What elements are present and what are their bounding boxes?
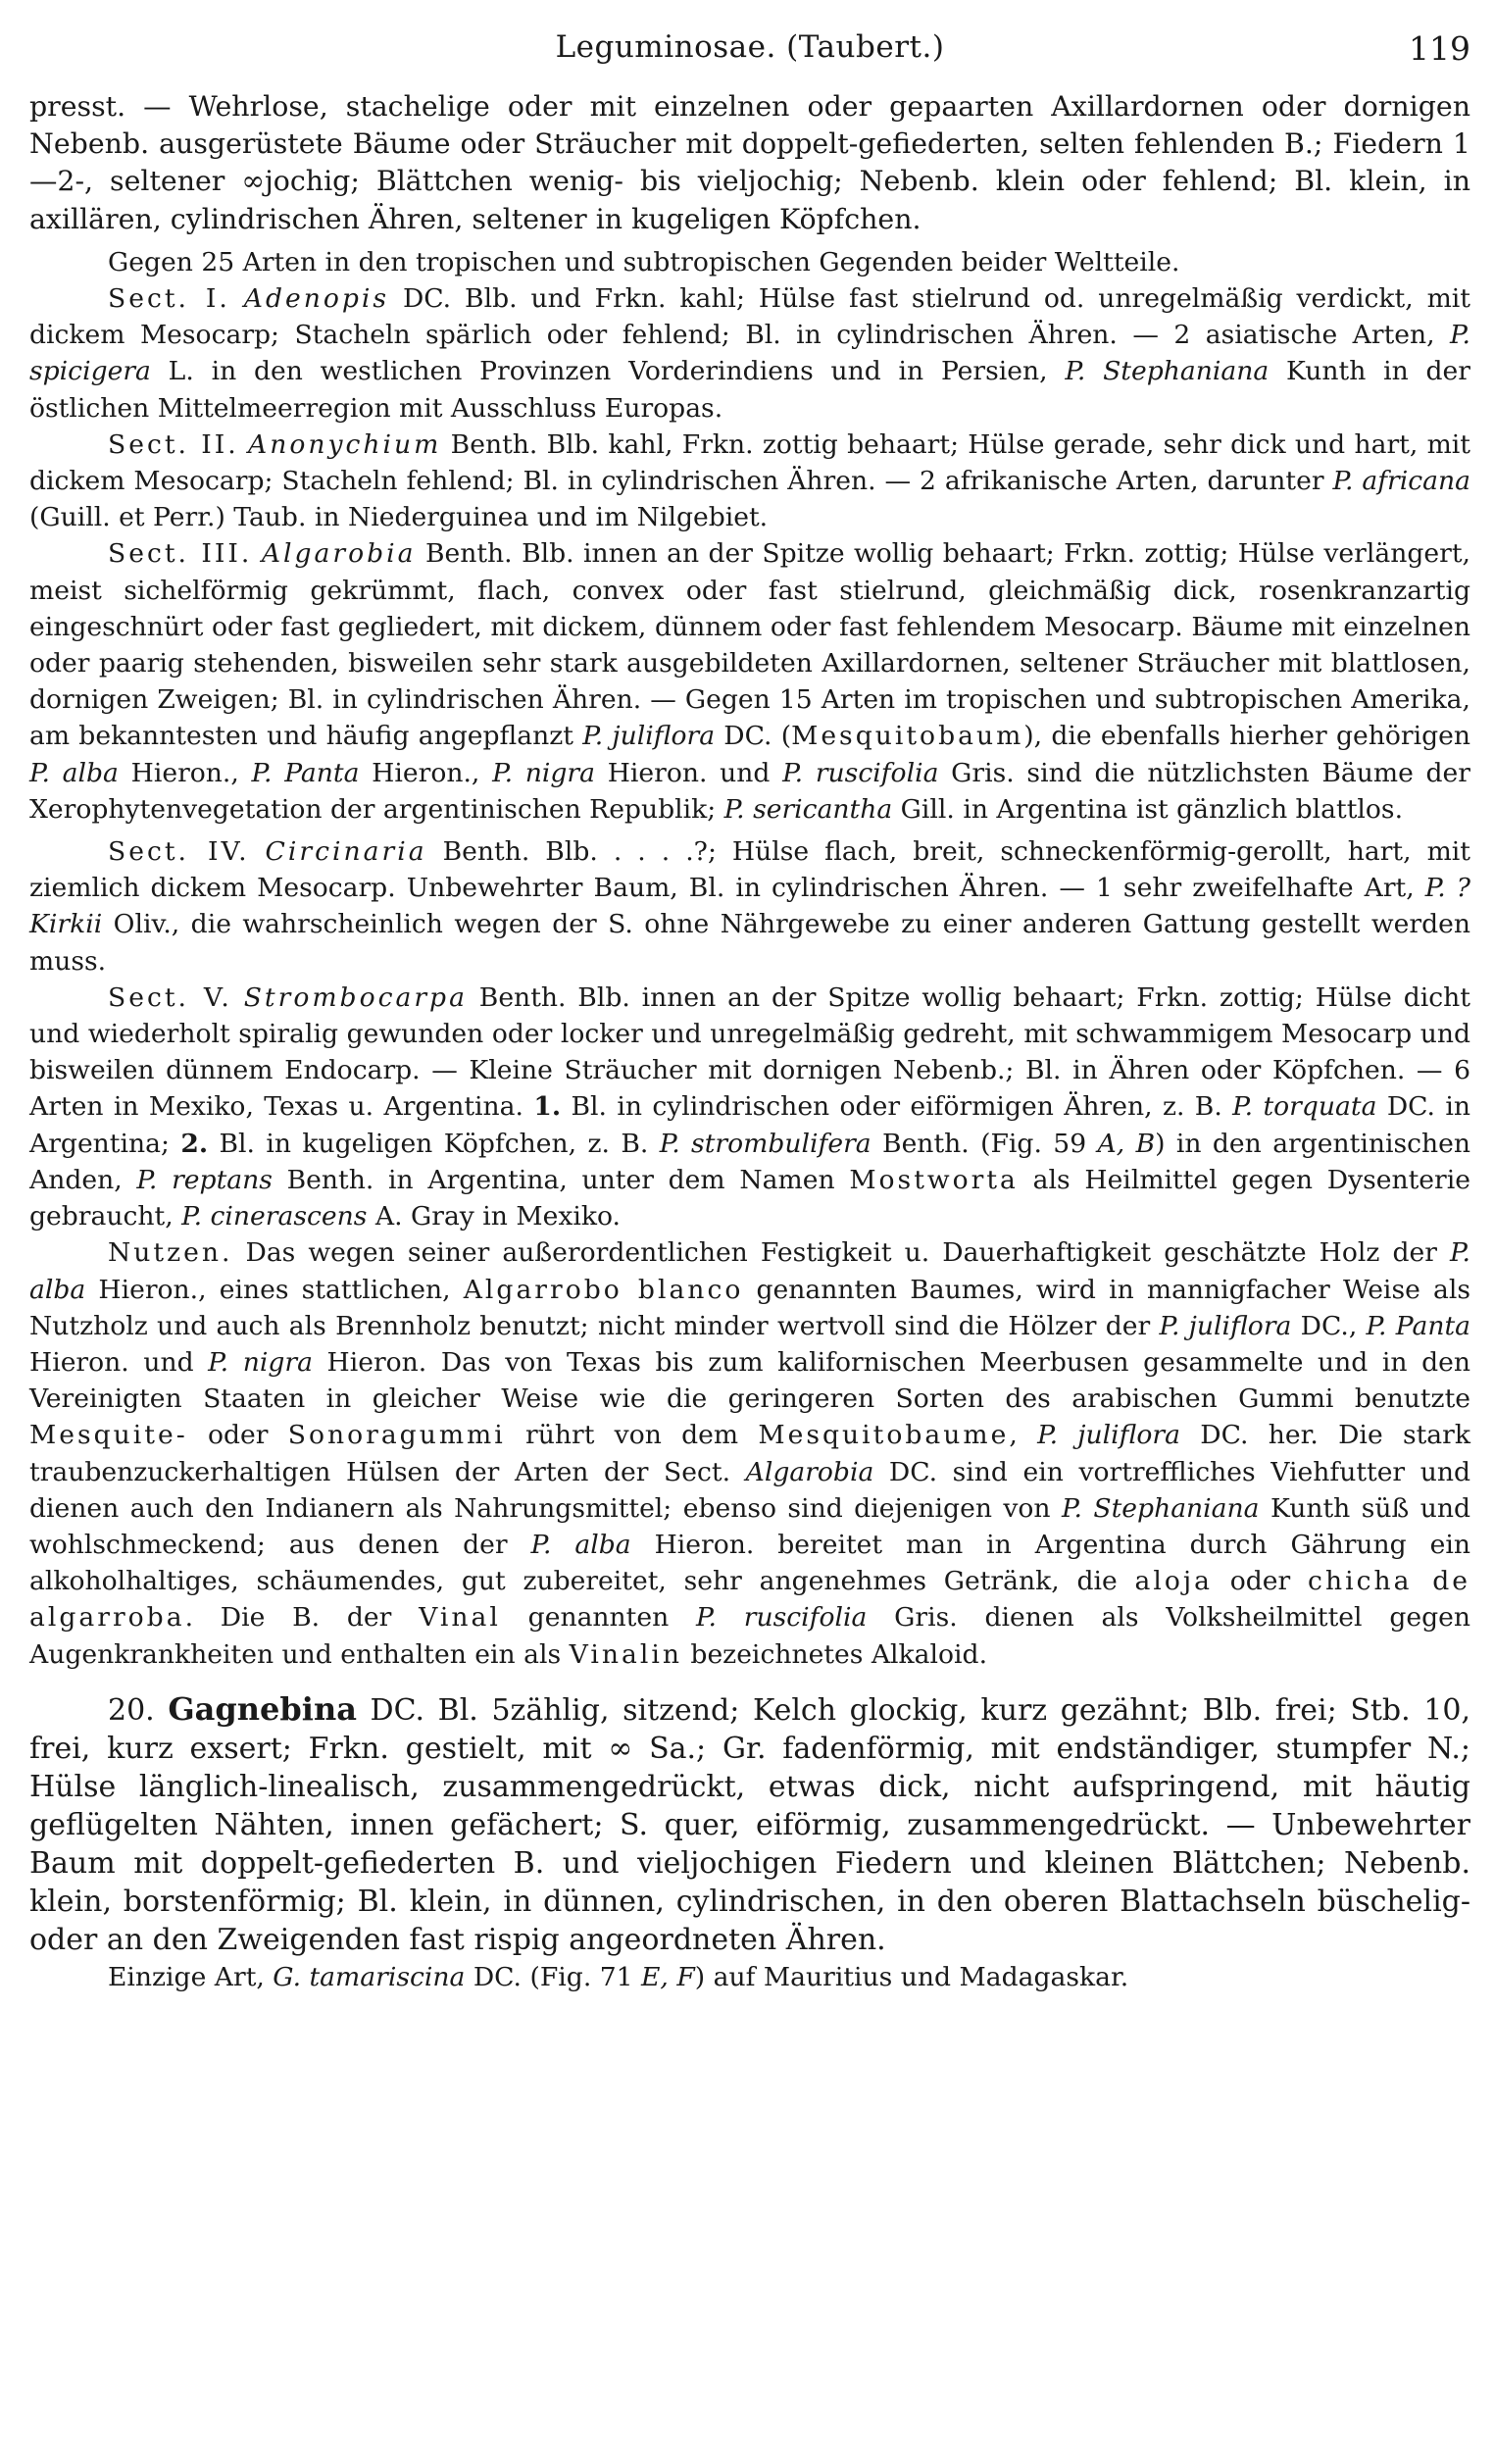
genus-20-species-paragraph — [29, 1959, 1470, 1996]
common-name: Vinalin — [569, 1638, 682, 1670]
section-text: Bl. in kugeligen Köpfchen, z. B. — [208, 1128, 660, 1159]
section-text: DC. her. Die stark traubenzuckerhaltigen Hülsen der Arten der Sect. — [29, 1420, 1470, 1487]
section-text: Gris. sind die nützlichsten Bäume der Xerophytenvegetation der argentinischen Republik; — [29, 757, 1470, 825]
common-name: Sonoragummi — [287, 1420, 506, 1451]
section-text: rührt von dem — [505, 1420, 759, 1451]
section-label: Sect. IV. — [108, 836, 250, 868]
species-name: P. sericantha — [723, 793, 893, 825]
section-text: Hieron. und — [594, 757, 783, 788]
common-name: chicha de algarroba — [29, 1566, 1470, 1634]
section-text: Bl. in cylindrischen oder eiförmigen Ähren, z. B. — [561, 1091, 1233, 1123]
section-text: Hieron., — [118, 757, 252, 788]
genus-text: Einzige Art, — [108, 1961, 274, 1992]
section-name: Algarobia — [261, 538, 417, 570]
section-text: L. in den westlichen Provinzen Vorderindiens und in Persien, — [150, 356, 1066, 387]
section-text: DC., — [1291, 1310, 1367, 1341]
section-text: Benth. Blb. innen an der Spitze wollig behaart; Frkn. zottig; Hülse verlängert, meist sichelförmig gekrümmt, flach, convex oder fast stielrund, gleichmäßig dick, rosenkranzartig eingeschnürt oder fast gegliedert, mit dickem, dünnem oder fast fehlendem Mesocarp. Bäume mit einzelnen oder paarig stehenden, bisweilen sehr stark ausgebildeten Axillardornen, seltener Sträucher mit blattlosen, dornigen Zweigen; Bl. in cylindrischen Ähren. — Gegen 15 Arten im tropischen und subtropischen Amerika, am bekanntesten und häufig angepflanzt — [29, 538, 1470, 752]
section-text: genannten Baumes, wird in mannigfacher Weise als Nutzholz und auch als Brennholz benutzt; nicht minder wertvoll sind die Hölzer der — [29, 1274, 1470, 1341]
genus-20-block — [29, 1690, 1470, 1959]
species-name: P. Panta — [1366, 1310, 1470, 1341]
section-name: Circinaria — [265, 836, 427, 868]
common-name: Algarrobo blanco — [463, 1274, 744, 1305]
section-text: DC. Blb. und Frkn. kahl; Hülse fast stielrund od. unregelmäßig verdickt, mit dickem Mesocarp; Stacheln spärlich oder fehlend; Bl. in cylindrischen Ähren. — 2 asiatische Arten, — [29, 283, 1470, 351]
section-text: Hieron., — [359, 757, 493, 788]
section-text: Hieron. und — [29, 1346, 209, 1378]
genus-text: DC. (Fig. 71 — [465, 1961, 642, 1992]
genus-20-species-block — [29, 1959, 1470, 1996]
page — [29, 29, 1470, 1996]
page-number: 119 — [1409, 29, 1470, 68]
section-text: Benth. Blb. . . . .?; Hülse flach, breit, schneckenförmig-gerollt, hart, mit ziemlich dickem Mesocarp. Unbewehrter Baum, Bl. in cylindrischen Ähren. — 1 sehr zweifelhafte Art, — [29, 836, 1470, 904]
genus-number: 20. — [108, 1692, 155, 1728]
section-label: Sect. V. — [108, 981, 232, 1013]
genus-text: DC. Bl. 5zählig, sitzend; Kelch glockig, kurz gezähnt; Blb. frei; Stb. 10, frei, kurz exsert; Frkn. gestielt, mit ∞ Sa.; Gr. fadenförmig, mit endständiger, stumpfer N.; Hülse länglich-linealisch, zusammengedrückt, etwas dick, nicht aufspringend, mit häutig geflügelten Nähten, innen gefächert; S. quer, eiförmig, zusammengedrückt. — Unbewehrter Baum mit doppelt-gefiederten B. und vieljochigen Fiedern und kleinen Blättchen; Nebenb. klein, borstenförmig; Bl. klein, in dünnen, cylindrischen, in den oberen Blattachseln büschelig- oder an den Zweigenden fast rispig angeordneten Ähren. — [29, 1692, 1470, 1957]
section-text: oder — [187, 1420, 288, 1451]
species-name: P. Stephaniana — [1062, 1492, 1260, 1524]
nutzen-label: Nutzen. — [108, 1237, 233, 1269]
section-text: Hieron. Das von Texas bis zum kalifornischen Meerbusen gesammelte und in den Vereinigten Staaten in gleicher Weise wie die geringeren Sorten des arabischen Gummi benutzte — [29, 1346, 1470, 1415]
section-text: Kunth in der östlichen Mittelmeerregion mit Ausschluss Europas. — [29, 356, 1470, 424]
section-text: Benth. Blb. kahl, Frkn. zottig behaart; Hülse gerade, sehr dick und hart, mit dickem Mesocarp; Stacheln fehlend; Bl. in cylindrischen Ähren. — 2 afrikanische Arten, darunter — [29, 428, 1470, 497]
section-label: Sect. III. — [108, 538, 253, 570]
list-number: 2. — [180, 1128, 209, 1159]
intro-block — [29, 88, 1470, 238]
section-name: Anonychium — [248, 428, 442, 460]
section-text: oder — [1213, 1566, 1309, 1597]
section-text: A. Gray in Mexiko. — [367, 1201, 621, 1232]
section-text: (Guill. et Perr.) Taub. in Niederguinea und im Nilgebiet. — [29, 502, 769, 533]
species-name: P. Panta — [251, 757, 360, 788]
common-name: Mostworta — [849, 1164, 1019, 1195]
section-text: DC. sind ein vortreffliches Viehfutter und dienen auch den Indianern als Nahrungsmittel; ebenso sind diejenigen von — [29, 1456, 1470, 1524]
section-name: Algarobia — [745, 1456, 874, 1487]
nutzen-paragraph — [29, 1234, 1470, 1672]
common-name: Mesquitobaum — [791, 721, 1024, 752]
section-text: Benth. (Fig. 59 — [871, 1128, 1098, 1159]
species-name: P. spicigera — [29, 320, 1470, 387]
species-name: P. juliflora — [1159, 1310, 1292, 1341]
section-text: Hieron. bereitet man in Argentina durch Gährung ein alkoholhaltiges, schäumendes, gut zubereitet, sehr angenehmes Getränk, die — [29, 1529, 1470, 1597]
section-name: Strombocarpa — [243, 981, 468, 1013]
species-name: P. ? Kirkii — [29, 873, 1470, 940]
sections-block — [29, 244, 1470, 1673]
section-label: Sect. II. — [108, 428, 239, 460]
section-text: DC. ( — [715, 721, 792, 752]
species-name: P. juliflora — [582, 721, 716, 752]
section-text: Hieron., eines stattlichen, — [85, 1274, 464, 1305]
species-name: P. juliflora — [1037, 1420, 1180, 1451]
species-name: P. nigra — [492, 757, 595, 788]
section-text: Gris. dienen als Volksheilmittel gegen Augenkrankheiten und enthalten ein als — [29, 1602, 1470, 1670]
species-name: P. alba — [29, 1237, 1470, 1305]
intro-paragraph: presst. — Wehrlose, stachelige oder mit einzelnen oder gepaarten Axillardornen oder dornigen Nebenb. ausgerüstete Bäume oder Sträucher mit doppelt-gefiederten, selten fehlenden B.; Fiedern 1—2-, seltener ∞jochig; Blättchen wenig- bis vieljochig; Nebenb. klein oder fehlend; Bl. klein, in axillären, cylindrischen Ähren, seltener in kugeligen Köpfchen. — [29, 90, 1470, 235]
species-name: P. cinerascens — [181, 1201, 368, 1232]
species-name: P. reptans — [136, 1164, 273, 1195]
section-text: Gill. in Argentina ist gänzlich blattlos. — [892, 793, 1404, 825]
common-name: aloja — [1134, 1566, 1213, 1597]
species-name: P. torquata — [1232, 1091, 1377, 1123]
section-text: , — [1009, 1420, 1038, 1451]
section-text: DC. in Argentina; — [29, 1091, 1471, 1159]
section-text: Kunth süß und wohlschmeckend; aus denen der — [29, 1492, 1471, 1560]
section-text: ), die ebenfalls hierher gehörigen — [1023, 721, 1470, 752]
section-text: als Heilmittel gegen Dysenterie gebraucht, — [29, 1164, 1471, 1232]
species-name: P. ruscifolia — [782, 757, 939, 788]
section-name: Adenopis — [243, 283, 390, 315]
species-name: P. Stephaniana — [1065, 356, 1270, 387]
species-name: P. nigra — [208, 1346, 313, 1378]
species-count-paragraph: Gegen 25 Arten in den tropischen und subtropischen Gegenden beider Weltteile. — [108, 246, 1180, 277]
genus-20-paragraph — [29, 1690, 1470, 1959]
section-2-paragraph — [29, 427, 1470, 536]
section-text: ) in den argentinischen Anden, — [29, 1128, 1471, 1195]
list-number: 1. — [533, 1091, 562, 1123]
species-name: P. alba — [530, 1529, 631, 1560]
genus-name: Gagnebina — [168, 1689, 357, 1728]
section-text: Das wegen seiner außerordentlichen Festigkeit u. Dauerhaftigkeit geschätzte Holz der — [232, 1237, 1451, 1269]
section-5-paragraph — [29, 980, 1470, 1234]
species-name: P. africana — [1332, 466, 1470, 497]
running-title: Leguminosae. (Taubert.) — [555, 29, 945, 65]
section-text: genannten — [500, 1602, 697, 1634]
section-text: Oliv., die wahrscheinlich wegen der S. ohne Nährgewebe zu einer anderen Gattung gestellt werden muss. — [29, 909, 1470, 977]
species-name: P. strombulifera — [659, 1128, 872, 1159]
genus-text: ) auf Mauritius und Madagaskar. — [694, 1961, 1129, 1992]
section-text: bezeichnetes Alkaloid. — [681, 1638, 988, 1670]
section-text: Benth. in Argentina, unter dem Namen — [272, 1164, 850, 1195]
figure-reference: E, F — [641, 1961, 695, 1992]
section-4-paragraph — [29, 833, 1470, 980]
species-name: P. ruscifolia — [696, 1602, 868, 1634]
section-text: Benth. Blb. innen an der Spitze wollig behaart; Frkn. zottig; Hülse dicht und wiederholt spiralig gewunden oder locker und unregelmäßig gedreht, mit schwammigem Mesocarp und bisweilen dünnem Endocarp. — Kleine Sträucher mit dornigen Nebenb.; Bl. in Ähren oder Köpfchen. — 6 Arten in Mexiko, Texas u. Argentina. — [29, 981, 1470, 1123]
section-3-paragraph — [29, 535, 1470, 828]
section-label: Sect. I. — [108, 283, 230, 315]
page-header — [29, 29, 1470, 88]
common-name: Mesquite- — [29, 1420, 188, 1451]
species-name: G. tamariscina — [273, 1961, 466, 1992]
section-text: . Die B. der — [184, 1602, 420, 1634]
figure-reference: A, B — [1097, 1128, 1156, 1159]
common-name: Vinal — [419, 1602, 501, 1634]
common-name: Mesquitobaume — [758, 1420, 1010, 1451]
species-name: P. alba — [29, 757, 119, 788]
section-1-paragraph — [29, 280, 1470, 427]
